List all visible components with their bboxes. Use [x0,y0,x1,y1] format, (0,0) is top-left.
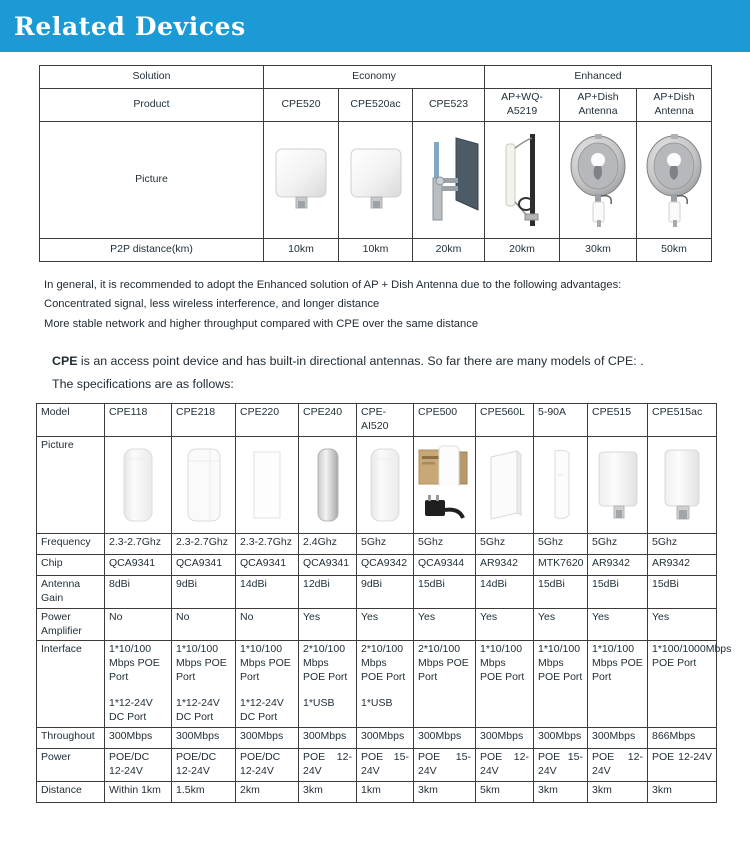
power-amplifier-cell: Yes [414,608,476,641]
white-cpe-rounded-icon [183,445,225,525]
product-image-cpe520 [264,121,339,238]
cpe-image-cpe240 [299,437,357,534]
panel-cpe-icon [270,139,332,221]
interface-cell [648,641,732,727]
distance-cell: Within 1km [105,781,172,802]
model-cell: CPE218 [172,404,236,437]
frequency-cell: 5Ghz [414,534,476,555]
note-line-1: In general, it is recommended to adopt the Enhanced solution of AP + Dish Antenna due to the following advantages: [44,278,622,291]
power-cell: POE 15-24V [414,748,476,781]
throughput-cell: 300Mbps [588,727,648,748]
table-row-picture [37,437,717,534]
flat-dish-antenna-icon [416,134,482,226]
distance-cell: 1km [357,781,414,802]
row-label-power-amplifier: Power Amplifier [37,608,105,641]
table-row-p2p-distance [40,238,712,261]
chip-cell: QCA9341 [236,555,299,576]
group-header-economy: Economy [264,66,485,89]
antenna-gain-cell: 9dBi [172,576,236,609]
cpe-description-text: is an access point device and has built-in directional antennas. So far there are many models of CPE: . [77,354,644,369]
table-row-product [40,89,712,122]
cpe-image-cpe218 [172,437,236,534]
chip-cell: AR9342 [588,555,648,576]
row-label-power: Power [37,748,105,781]
row-label-antenna-gain: Antenna Gain [37,576,105,609]
model-cell: CPE118 [105,404,172,437]
power-cell: POE 12-24V [648,748,717,781]
throughput-cell: 866Mbps [648,727,717,748]
interface-cell [588,641,648,727]
p2p-distance-cell: 10km [264,238,339,261]
cpe-specifications-table [36,403,732,802]
power-cell: POE 12-24V [299,748,357,781]
model-cell: CPE515 [588,404,648,437]
row-label-distance: Distance [37,781,105,802]
table-row-chip [37,555,717,576]
product-name-cell: CPE520ac [339,89,413,122]
table-row-solution [40,66,712,89]
cpe-image-cpe560l [476,437,534,534]
p2p-distance-cell: 50km [637,238,712,261]
interface-gap [176,685,231,697]
cpe-image-cpe220 [236,437,299,534]
antenna-gain-cell: 8dBi [105,576,172,609]
white-cpe-dark-icon [311,445,345,525]
product-name-cell: AP+WQ-A5219 [485,89,560,122]
p2p-distance-cell: 20km [485,238,560,261]
power-amplifier-cell: No [236,608,299,641]
frequency-cell: 5Ghz [648,534,717,555]
distance-cell: 3km [534,781,588,802]
cpe-with-box-adapter-icon [417,442,473,528]
spec-intro-line: The specifications are as follows: [52,376,234,391]
page-header [0,0,750,52]
interface-main: 2*10/100 Mbps POE Port [303,643,348,684]
interface-gap [109,685,167,697]
chip-cell: QCA9341 [299,555,357,576]
recommendation-notes [0,276,750,334]
row-label-picture: Picture [37,437,105,534]
throughput-cell: 300Mbps [236,727,299,748]
power-cell: POE 15-24V [357,748,414,781]
power-amplifier-cell: No [105,608,172,641]
interface-cell [299,641,357,727]
model-cell: CPE-AI520 [357,404,414,437]
interface-cell [105,641,172,727]
antenna-gain-cell: 9dBi [357,576,414,609]
model-cell: 5-90A [534,404,588,437]
row-label-frequency: Frequency [37,534,105,555]
row-label-solution: Solution [40,66,264,89]
distance-cell: 1.5km [172,781,236,802]
cpe-image-cpe515ac [648,437,717,534]
white-cpe-rounded-icon [365,445,405,525]
table-row-antenna-gain [37,576,717,609]
group-header-enhanced: Enhanced [485,66,712,89]
interface-extra: 1*12-24V DC Port [176,697,220,723]
interface-cell [236,641,299,727]
cpe-image-cpe500 [414,437,476,534]
white-cpe-slim-icon [543,445,579,525]
product-image-ap-wq-a5219 [485,121,560,238]
parabolic-dish-antenna-icon [567,132,629,228]
interface-main: 2*10/100 Mbps POE Port [361,643,406,684]
throughput-cell: 300Mbps [105,727,172,748]
throughput-cell: 300Mbps [357,727,414,748]
power-amplifier-cell: No [172,608,236,641]
white-cpe-flat-icon [247,445,287,525]
frequency-cell: 5Ghz [476,534,534,555]
interface-extra: 1*12-24V DC Port [109,697,153,723]
interface-main: 1*10/100 Mbps POE Port [109,643,160,684]
page-title: Related Devices [14,11,246,41]
chip-cell: QCA9344 [414,555,476,576]
frequency-cell: 2.3-2.7Ghz [105,534,172,555]
distance-cell: 3km [414,781,476,802]
throughput-cell: 300Mbps [299,727,357,748]
chip-cell: QCA9341 [172,555,236,576]
white-cpe-rounded-icon [118,445,158,525]
row-label-chip: Chip [37,555,105,576]
stick-antenna-icon [496,132,548,228]
interface-main: 1*10/100 Mbps POE Port [538,643,583,684]
cpe-keyword: CPE [52,354,78,369]
interface-cell [534,641,588,727]
model-cell: CPE560L [476,404,534,437]
interface-extra: 1*USB [361,697,393,710]
distance-cell: 5km [476,781,534,802]
interface-main: 1*10/100 Mbps POE Port [240,643,291,684]
row-label-model: Model [37,404,105,437]
product-image-ap-dish-antenna-30km [560,121,637,238]
model-cell: CPE220 [236,404,299,437]
throughput-cell: 300Mbps [414,727,476,748]
antenna-gain-cell: 15dBi [648,576,717,609]
power-cell: POE 12-24V [588,748,648,781]
chip-cell: QCA9341 [105,555,172,576]
solution-comparison-table [39,65,712,262]
antenna-gain-cell: 15dBi [534,576,588,609]
row-label-product: Product [40,89,264,122]
table-row-picture [40,121,712,238]
interface-extra: 1*12-24V DC Port [240,697,284,723]
power-amplifier-cell: Yes [357,608,414,641]
white-cpe-wide-icon [593,444,643,526]
interface-cell [357,641,414,727]
product-name-cell: AP+Dish Antenna [637,89,712,122]
row-label-throughput: Throughout [37,727,105,748]
white-cpe-boxy-icon [483,445,527,525]
interface-main: 1*10/100 Mbps POE Port [176,643,227,684]
interface-gap [303,685,352,697]
model-cell: CPE500 [414,404,476,437]
interface-cell [172,641,236,727]
row-label-picture: Picture [40,121,264,238]
product-name-cell: AP+Dish Antenna [560,89,637,122]
cpe-image-5-90a [534,437,588,534]
table-row-throughput [37,727,717,748]
table-row-interface [37,641,717,727]
distance-cell: 2km [236,781,299,802]
chip-cell: AR9342 [648,555,717,576]
power-cell: POE/DC 12-24V [105,748,172,781]
table-row-power-amplifier [37,608,717,641]
power-amplifier-cell: Yes [299,608,357,641]
model-cell: CPE240 [299,404,357,437]
cpe-description-line [52,350,750,373]
frequency-cell: 2.4Ghz [299,534,357,555]
antenna-gain-cell: 15dBi [588,576,648,609]
p2p-distance-cell: 30km [560,238,637,261]
throughput-cell: 300Mbps [476,727,534,748]
interface-main: 1*10/100 Mbps POE Port [480,643,525,684]
cpe-image-cpe-ai520 [357,437,414,534]
frequency-cell: 2.3-2.7Ghz [172,534,236,555]
table-row-model [37,404,717,437]
table-row-distance [37,781,717,802]
power-cell: POE 12-24V [476,748,534,781]
interface-main: 1*10/100 Mbps POE Port [592,643,643,684]
frequency-cell: 5Ghz [357,534,414,555]
antenna-gain-cell: 15dBi [414,576,476,609]
model-cell: CPE515ac [648,404,717,437]
cpe-description [0,350,750,395]
chip-cell: QCA9342 [357,555,414,576]
interface-cell [414,641,476,727]
table-row-power [37,748,717,781]
row-label-interface: Interface [37,641,105,727]
interface-gap [240,685,294,697]
power-cell: POE/DC 12-24V [172,748,236,781]
power-amplifier-cell: Yes [534,608,588,641]
cpe-image-cpe515 [588,437,648,534]
product-image-cpe520ac [339,121,413,238]
distance-cell: 3km [588,781,648,802]
power-cell: POE 15-24V [534,748,588,781]
table-row-frequency [37,534,717,555]
power-amplifier-cell: Yes [476,608,534,641]
chip-cell: MTK7620 [534,555,588,576]
product-name-cell: CPE523 [413,89,485,122]
interface-main: 2*10/100 Mbps POE Port [418,643,469,684]
power-amplifier-cell: Yes [588,608,648,641]
throughput-cell: 300Mbps [172,727,236,748]
note-line-3: More stable network and higher throughput compared with CPE over the same distance [44,317,479,330]
interface-main: 1*100/1000Mbps POE Port [652,643,732,670]
distance-cell: 3km [299,781,357,802]
power-cell: POE/DC 12-24V [236,748,299,781]
power-amplifier-cell: Yes [648,608,717,641]
p2p-distance-cell: 20km [413,238,485,261]
parabolic-dish-antenna-icon [643,132,705,228]
chip-cell: AR9342 [476,555,534,576]
interface-gap [361,685,409,697]
antenna-gain-cell: 14dBi [236,576,299,609]
frequency-cell: 2.3-2.7Ghz [236,534,299,555]
frequency-cell: 5Ghz [588,534,648,555]
frequency-cell: 5Ghz [534,534,588,555]
interface-extra: 1*USB [303,697,335,710]
row-label-p2p-distance: P2P distance(km) [40,238,264,261]
product-name-cell: CPE520 [264,89,339,122]
antenna-gain-cell: 12dBi [299,576,357,609]
panel-cpe-icon [345,139,407,221]
product-image-cpe523 [413,121,485,238]
interface-cell [476,641,534,727]
white-cpe-wide-icon [657,444,707,526]
cpe-image-cpe118 [105,437,172,534]
product-image-ap-dish-antenna-50km [637,121,712,238]
p2p-distance-cell: 10km [339,238,413,261]
throughput-cell: 300Mbps [534,727,588,748]
antenna-gain-cell: 14dBi [476,576,534,609]
distance-cell: 3km [648,781,717,802]
note-line-2: Concentrated signal, less wireless interference, and longer distance [44,298,380,311]
